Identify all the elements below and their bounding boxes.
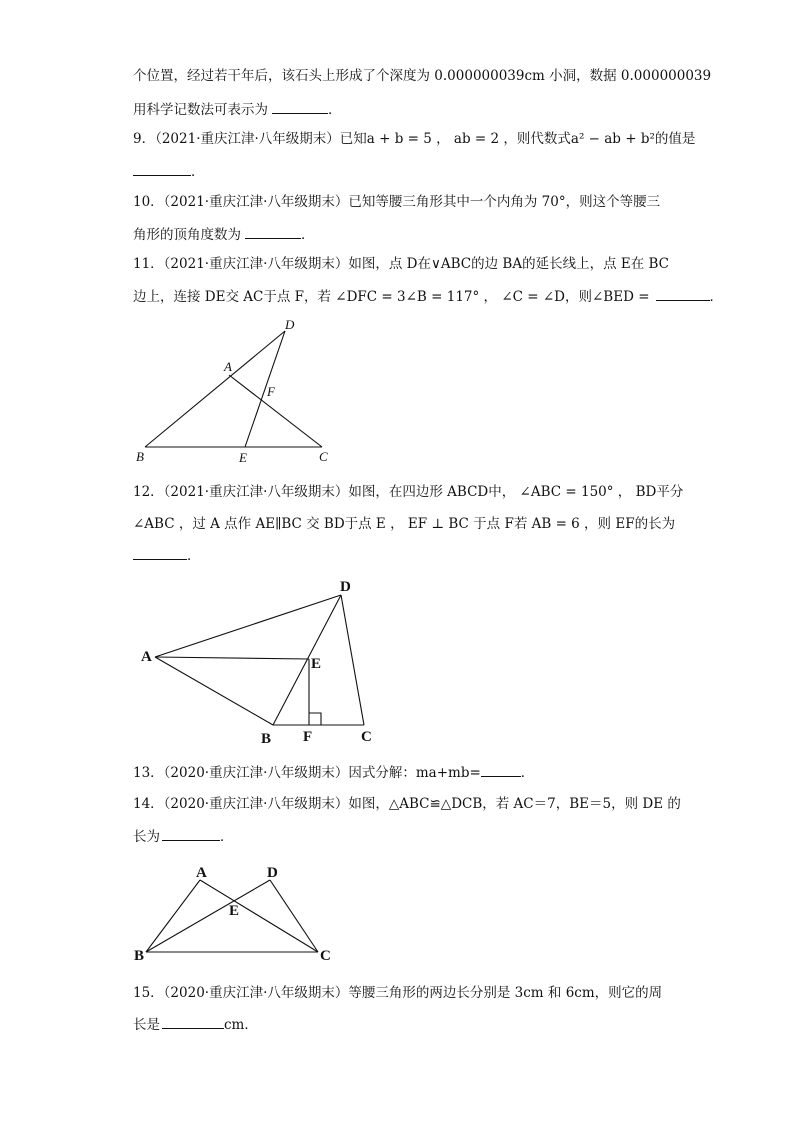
q13-line1-text: 13．（2020·重庆江津·八年级期末）因式分解：ma+mb=: [133, 765, 481, 781]
q11-label-C: C: [319, 449, 328, 464]
q8-line2-text: 用科学记数法可表示为: [133, 102, 268, 118]
q15-line2-text: 长是: [133, 1017, 160, 1033]
q12-segment-AB: [155, 657, 273, 725]
q8-answer-blank[interactable]: [272, 100, 328, 114]
q12-line1: 12．（2021·重庆江津·八年级期末）如图，在四边形 ABCD中， ∠ABC = 150° ， BD平分: [133, 484, 684, 500]
q12-label-A: A: [141, 649, 152, 665]
q15-answer-blank[interactable]: [162, 1015, 224, 1029]
q10-line2-text: 角形的顶角度数为: [133, 227, 241, 243]
q12-label-B: B: [261, 731, 272, 747]
q9-line1: 9．（2021·重庆江津·八年级期末）已知a + b = 5 ， ab = 2 ，则代数式a² − ab + b²的值是: [133, 131, 696, 147]
q11-label-A: A: [224, 359, 232, 374]
q11-line2: 边上，连接 DE交 AC于点 F，若 ∠DFC = 3∠B = 117° ， ∠C = ∠D，则∠BED = ．: [133, 289, 724, 305]
q14-label-E: E: [229, 903, 240, 919]
q12-label-E: E: [311, 656, 322, 672]
q14-line2-text: 长为: [133, 829, 160, 845]
q11-line1: 11．（2021·重庆江津·八年级期末）如图，点 D在∨ABC的边 BA的延长线上，点 E在 BC: [133, 256, 670, 272]
q11-segment-DE: [245, 331, 285, 447]
q14-answer-blank[interactable]: [162, 827, 220, 841]
q12-label-F: F: [303, 729, 313, 745]
q10-line1: 10．（2021·重庆江津·八年级期末）已知等腰三角形其中一个内角为 70°，则这个等腰三: [133, 194, 661, 210]
q12-line3: ．: [133, 546, 201, 565]
q12-label-D: D: [340, 579, 351, 595]
q14-segment-DC: [270, 880, 318, 952]
q12-label-C: C: [361, 729, 372, 745]
q8-line1: 个位置，经过若干年后，该石头上形成了个深度为 0.000000039cm 小洞，数据 0.000000039: [133, 68, 712, 84]
q11-line2-text: 边上，连接 DE交 AC于点 F，若 ∠DFC = 3∠B = 117° ， ∠C = ∠D，则∠BED =: [133, 289, 650, 305]
q14-line1: 14．（2020·重庆江津·八年级期末）如图，△ABC≌△DCB，若 AC＝7，BE＝5，则 DE 的: [133, 796, 681, 812]
q14-label-A: A: [196, 865, 207, 881]
q15-line1: 15．（2020·重庆江津·八年级期末）等腰三角形的两边长分别是 3cm 和 6cm，则它的周: [133, 985, 663, 1001]
q14-label-C: C: [320, 948, 331, 964]
q14-segment-AB: [146, 880, 200, 952]
q11-label-E: E: [239, 450, 247, 465]
q10-line2: 角形的顶角度数为 ．: [133, 227, 315, 243]
q11-label-F: F: [267, 384, 275, 399]
q12-segment-CD: [341, 595, 364, 725]
q14-segment-AC: [200, 880, 318, 952]
q11-label-B: B: [136, 449, 144, 464]
q12-answer-blank[interactable]: [133, 546, 187, 560]
q12-right-angle-mark: [309, 713, 321, 725]
q8-line2: 用科学记数法可表示为 ．: [133, 102, 342, 118]
q15-unit: cm．: [224, 1017, 258, 1033]
q14-figure: [130, 862, 345, 967]
q11-answer-blank[interactable]: [656, 287, 710, 301]
q13-answer-blank[interactable]: [481, 763, 521, 777]
q12-figure: [135, 575, 385, 750]
q11-segment-BD: [145, 331, 285, 447]
q14-label-D: D: [267, 865, 278, 881]
q14-label-B: B: [134, 948, 145, 964]
q15-line2: [133, 1015, 258, 1034]
q9-line2: ．: [133, 162, 205, 181]
q14-line2: 长为 ．: [133, 829, 234, 845]
q11-figure: [130, 315, 340, 470]
q11-label-D: D: [285, 317, 295, 332]
q9-answer-blank[interactable]: [133, 162, 191, 176]
q12-segment-AE: [155, 657, 309, 659]
q10-answer-blank[interactable]: [245, 225, 301, 239]
q14-segment-BD: [146, 880, 270, 952]
q13-line1: 13．（2020·重庆江津·八年级期末）因式分解：ma+mb= ．: [133, 765, 535, 781]
q11-segment-AC: [229, 375, 322, 447]
q12-line2: ∠ABC ，过 A 点作 AE∥BC 交 BD于点 E ， EF ⊥ BC 于点 F若 AB = 6 ，则 EF的长为: [133, 516, 676, 532]
